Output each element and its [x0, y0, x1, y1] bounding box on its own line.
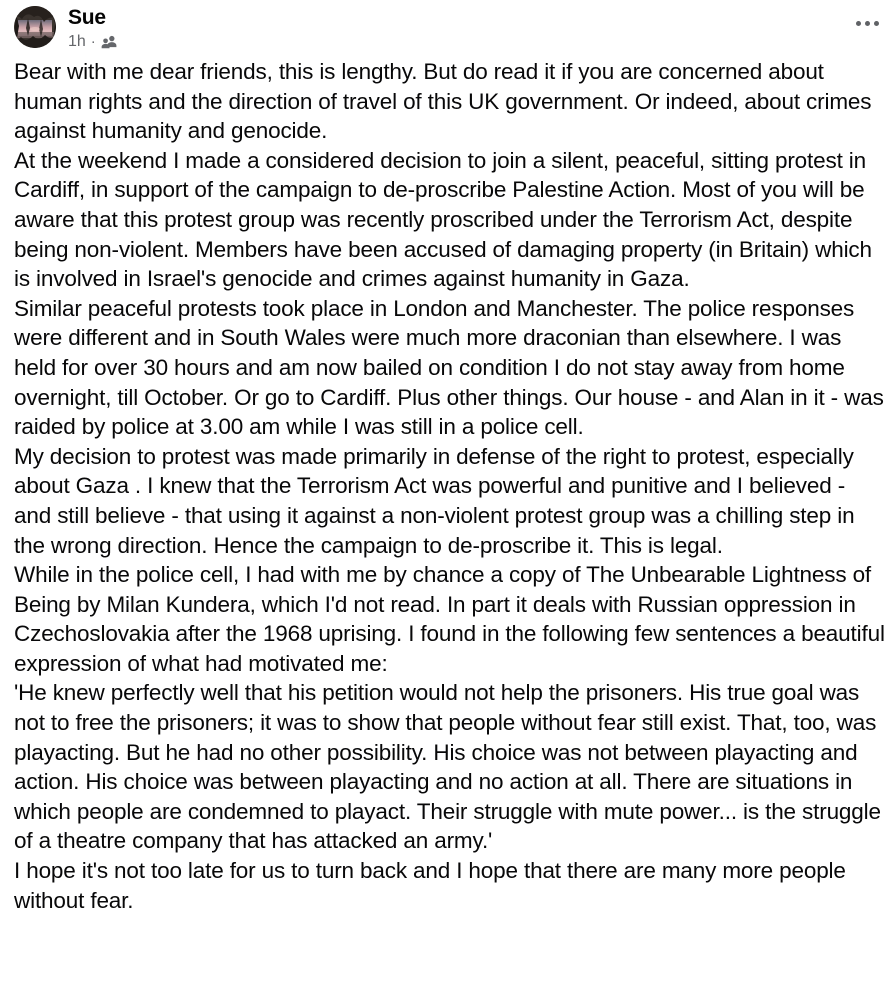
post-paragraph: My decision to protest was made primarily in defense of the right to protest, especially about Gaza . I knew that the Terrorism Act was powerful and punitive and I believed - and still believe - that using it against a non-violent protest group was a chilling step in the wrong direction. Hence the campaign to de-proscribe it. This is legal. [14, 443, 855, 558]
post-header [0, 0, 888, 52]
post-paragraph: I hope it's not too late for us to turn back and I hope that there are many more people without fear. [14, 858, 846, 913]
post-text-body [0, 57, 888, 915]
avatar[interactable] [14, 6, 56, 48]
post-meta [68, 32, 118, 52]
post-paragraph: While in the police cell, I had with me by chance a copy of The Unbearable Lightness of Being by Milan Kundera, which I'd not read. In part it deals with Russian oppression in Czechoslovakia after the 1968 uprising. I found in the following few sentences a beautiful expression of what had motivated me: [14, 562, 885, 676]
author-block [68, 6, 118, 52]
post-timestamp[interactable]: 1h [68, 33, 86, 50]
post-paragraph: At the weekend I made a considered decision to join a silent, peaceful, sitting protest in Cardiff, in support of the campaign to de-proscribe Palestine Action. Most of you will be aware that this protest group was recently proscribed under the Terrorism Act, despite being non-violent. Members have been accused of damaging property (in Britain) which is involved in Israel's genocide and crimes against humanity in Gaza. [14, 147, 872, 292]
post-paragraph: Bear with me dear friends, this is lengthy. But do read it if you are concerned about human rights and the direction of travel of this UK government. Or indeed, about crimes against humanity and genocide. [14, 59, 872, 144]
author-name[interactable]: Sue [68, 6, 106, 29]
post-paragraph: Similar peaceful protests took place in London and Manchester. The police responses were different and in South Wales were much more draconian than elsewhere. I was held for over 30 hours and am now bailed on condition I do not stay away from home overnight, till October. Or go to Cardiff. Plus other things. Our house - and Alan in it - was raided by police at 3.00 am while I was still in a police cell. [14, 295, 884, 440]
menu-dot [865, 21, 870, 26]
menu-dot [856, 21, 861, 26]
menu-dot [874, 21, 879, 26]
meta-separator: · [90, 33, 96, 50]
more-options-icon[interactable] [849, 10, 885, 36]
post-paragraph: 'He knew perfectly well that his petition would not help the prisoners. His true goal was not to free the prisoners; it was to show that people without fear still exist. That, too, was playacting. But he had no other possibility. His choice was not between playacting and action. His choice was between playacting and no action at all. There are situations in which people are condemned to playact. Their struggle with mute power... is the struggle of a theatre company that has attacked an army.' [14, 680, 881, 854]
profile-photo-sunset-landscape-icon [14, 6, 56, 48]
friends-privacy-icon[interactable] [101, 34, 118, 51]
